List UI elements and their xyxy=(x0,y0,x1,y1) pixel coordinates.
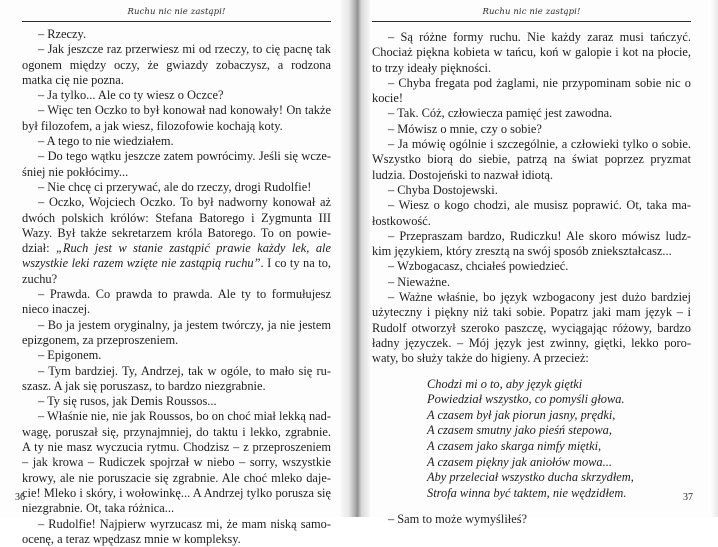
paragraph-text: – Oczko, Wojciech Oczko. To był nadworny konował aż dwóch polskich królów: Stefana Batorego i Zygmunta III Wazy. Był także sekretarzem króla Batorego. To on powiedział: xyxy=(22,195,331,255)
paragraph-with-quote xyxy=(22,195,331,287)
paragraph: – Wzbogacasz, chciałeś powiedzieć. xyxy=(372,259,691,274)
left-page xyxy=(22,0,331,517)
paragraph: – Chyba Dostojewski. xyxy=(372,183,691,198)
poem-line: Aby przeleciał wszystko ducha skrzydłem, xyxy=(427,470,691,486)
paragraph: – Mówisz o mnie, czy o sobie? xyxy=(372,122,691,137)
paragraph: – Więc ten Oczko to był konował nad konowały! On także był filozofem, a jak wiesz, filozofowie kochają koty. xyxy=(22,103,331,134)
paragraph: – Do tego wątku jeszcze zatem powrócimy. Jeśli się wcześniej nie pokłócimy... xyxy=(22,149,331,180)
paragraph: – A tego to nie wiedziałem. xyxy=(22,134,331,149)
poem-quote xyxy=(427,377,691,502)
paragraph: – Tak. Cóż, człowiecza pamięć jest zawodna. xyxy=(372,106,691,121)
paragraph: – Rzeczy. xyxy=(22,27,331,42)
paragraph: – Nie chcę ci przerywać, ale do rzeczy, drogi Rudolfie! xyxy=(22,180,331,195)
page-number: 36 xyxy=(15,492,25,503)
page-number: 37 xyxy=(683,492,693,503)
poem-line: Powiedział wszystko, co pomyśli głowa. xyxy=(427,392,691,408)
paragraph: – Wiesz o kogo chodzi, ale musisz poprawić. Ot, taka małostkowość. xyxy=(372,198,691,229)
poem-line: A czasem smutny jako pieśń stepowa, xyxy=(427,423,691,439)
poem-line: Chodzi mi o to, aby język giętki xyxy=(427,377,691,393)
page-edge xyxy=(710,0,718,517)
poem-line: A czasem jako skarga nimfy miętki, xyxy=(427,439,691,455)
poem-line: A czasem był jak piorun jasny, prędki, xyxy=(427,408,691,424)
paragraph: – Prawda. Co prawda to prawda. Ale ty to formułujesz nieco inaczej. xyxy=(22,287,331,318)
paragraph: – Nieważne. xyxy=(372,275,691,290)
paragraph-text: . I co ty na to, zuchu? xyxy=(22,256,331,285)
paragraph: – Przepraszam bardzo, Rudiczku! Ale skoro mówisz ludzkim językiem, który zresztą na swój sposób zniekształcasz... xyxy=(372,229,691,260)
right-page xyxy=(372,0,691,517)
running-head: Ruchu nic nie zastąpi! xyxy=(372,7,691,17)
paragraph: – Ja tylko... Ale co ty wiesz o Oczce? xyxy=(22,88,331,103)
poem-line: A czasem piękny jak aniołów mowa... xyxy=(427,455,691,471)
paragraph: – Epigonem. xyxy=(22,348,331,363)
paragraph: – Rudolfie! Najpierw wyrzucasz mi, że mam niską samoocenę, a teraz wpędzasz mnie w kompleksy. xyxy=(22,517,331,547)
poem-line: Strofa winna być taktem, nie wędzidłem. xyxy=(427,486,691,502)
paragraph: – Ja mówię ogólnie i szczególnie, a człowieki tylko o sobie. Wszystko biorą do siebie, patrzą na świat poprzez pryzmat ludzia. Dostojeński to nazwał idiotą. xyxy=(372,137,691,183)
paragraph: – Właśnie nie, nie jak Roussos, bo on choć miał lekką nadwagę, poruszał się, przynajmniej, do taktu i lekko, zgrabnie. A ty nie masz wyczucia rytmu. Chodzisz – z przeproszeniem – jak krowa – Rudiczek spojrzał w niebo – sorry, wszystkie krowy, ale nie poruszacie się zgrabnie. Ale choć mleko dajecie! Mleko i skóry, i wołowinkę... A Andrzej tylko porusza się niezgrabnie. Ot, taka różnica... xyxy=(22,409,331,516)
paragraph: – Ty się rusos, jak Demis Roussos... xyxy=(22,394,331,409)
paragraph: – Jak jeszcze raz przerwiesz mi od rzeczy, to cię pacnę tak ogonem między oczy, że gwiazdy zobaczysz, a rodzona matka cię nie pozna. xyxy=(22,42,331,88)
header-rule xyxy=(22,21,331,22)
right-page-body xyxy=(372,30,691,528)
paragraph: – Ważne właśnie, bo język wzbogacony jest dużo bardziej użyteczny i piękny niż taki sobie. Popatrz jaki mam język – i Rudolf otworzył szeroko paszczę, wyciągając różowy, bardzo ładny języczek. – Mój język jest zwinny, giętki, lekko porowaty, bo służy także do higieny. A przecież: xyxy=(372,290,691,366)
paragraph: – Sam to może wymyśliłeś? xyxy=(372,512,691,527)
running-head: Ruchu nic nie zastąpi! xyxy=(22,7,331,17)
book-spine xyxy=(340,0,370,517)
paragraph: – Tym bardziej. Ty, Andrzej, tak w ogóle, to mało się ruszasz. A jak się poruszasz, to bardzo niezgrabnie. xyxy=(22,364,331,395)
paragraph: – Są różne formy ruchu. Nie każdy zaraz musi tańczyć. Chociaż piękna kobieta w tańcu, koń w galopie i kot na płocie, to trzy ideały piękności. xyxy=(372,30,691,76)
paragraph: – Bo ja jestem oryginalny, ja jestem twórczy, ja nie jestem epizgonem, za przeproszeniem. xyxy=(22,318,331,349)
header-rule xyxy=(372,21,691,22)
oczko-quote: „Ruch jest w stanie zastąpić prawie każdy lek, ale wszystkie leki razem wzięte nie zastąpią ruchu” xyxy=(22,241,331,270)
paragraph: – Chyba fregata pod żaglami, nie przypominam sobie nic o kocie! xyxy=(372,76,691,107)
left-page-body xyxy=(22,27,331,547)
